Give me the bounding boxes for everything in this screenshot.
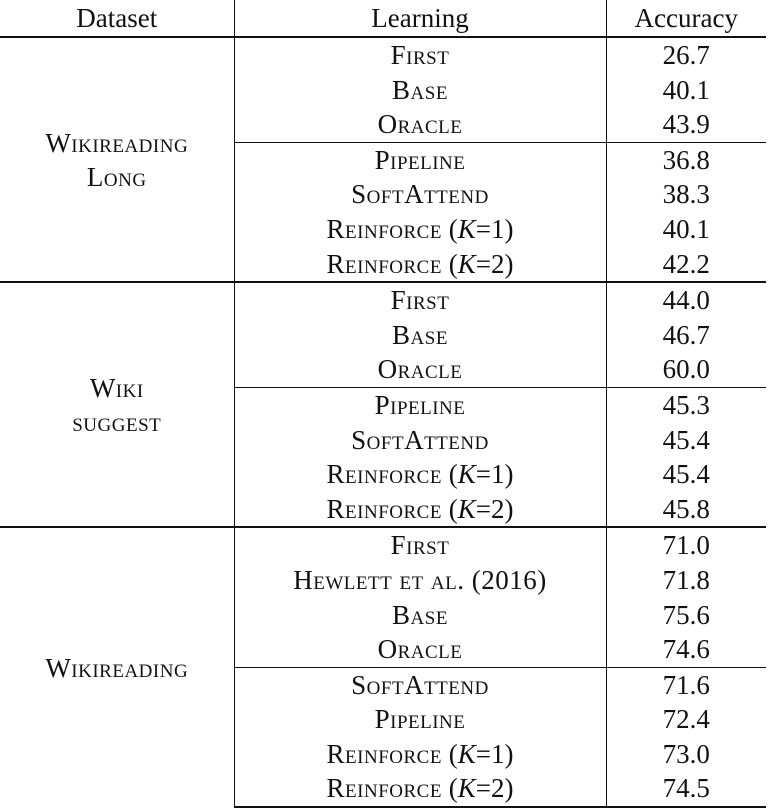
accuracy-value: 44.0 — [606, 282, 766, 318]
k-equals: = — [475, 738, 491, 769]
k-close: ) — [504, 248, 514, 279]
accuracy-value: 71.0 — [606, 527, 766, 563]
dataset-name-line: Long — [86, 161, 147, 192]
dataset-name-line: Wikireading — [45, 127, 189, 158]
method-cell — [234, 702, 606, 737]
dataset-name-line: Wikireading — [45, 652, 189, 683]
k-close: ) — [504, 773, 514, 804]
k-symbol: K — [457, 213, 476, 244]
k-symbol: K — [457, 738, 476, 769]
k-value: 1 — [490, 459, 505, 490]
method-cell — [234, 598, 606, 633]
method-cell — [234, 247, 606, 283]
dataset-column-header: Dataset — [0, 0, 234, 37]
dataset-name — [0, 282, 234, 527]
method-cell — [234, 318, 606, 353]
method-cell — [234, 771, 606, 807]
accuracy-value: 26.7 — [606, 37, 766, 73]
k-open: ( — [441, 493, 458, 524]
accuracy-value: 36.8 — [606, 142, 766, 177]
method-name: SoftAttend — [351, 179, 489, 210]
method-cell — [234, 563, 606, 598]
k-equals: = — [475, 493, 491, 524]
accuracy-value: 42.2 — [606, 247, 766, 283]
k-open: ( — [441, 248, 458, 279]
method-cell — [234, 423, 606, 458]
k-open: ( — [441, 773, 458, 804]
k-equals: = — [475, 213, 491, 244]
method-cell — [234, 387, 606, 422]
k-symbol: K — [457, 459, 476, 490]
accuracy-value: 74.6 — [606, 632, 766, 667]
accuracy-value: 45.4 — [606, 423, 766, 458]
method-cell — [234, 492, 606, 528]
accuracy-value: 71.8 — [606, 563, 766, 598]
k-symbol: K — [457, 773, 476, 804]
method-name: Oracle — [377, 354, 463, 385]
k-open: ( — [441, 738, 458, 769]
method-cell — [234, 667, 606, 702]
k-symbol: K — [457, 493, 476, 524]
method-name: Reinforce — [326, 493, 442, 524]
results-body — [0, 37, 766, 807]
table-row — [0, 37, 766, 73]
dataset-name-line: suggest — [72, 406, 162, 437]
method-name: Reinforce — [326, 738, 442, 769]
k-close: ) — [504, 459, 514, 490]
method-name: Base — [392, 599, 448, 630]
method-name: Base — [392, 74, 448, 105]
method-cell — [234, 142, 606, 177]
method-cell — [234, 37, 606, 73]
accuracy-value: 72.4 — [606, 702, 766, 737]
k-symbol: K — [457, 248, 476, 279]
method-name: SoftAttend — [351, 424, 489, 455]
table-row — [0, 282, 766, 318]
k-value: 2 — [490, 773, 505, 804]
k-value: 2 — [490, 493, 505, 524]
k-equals: = — [475, 459, 491, 490]
accuracy-value: 73.0 — [606, 737, 766, 772]
k-open: ( — [441, 459, 458, 490]
method-name: Reinforce — [326, 773, 442, 804]
method-cell — [234, 527, 606, 563]
k-open: ( — [441, 213, 458, 244]
method-name: SoftAttend — [351, 669, 489, 700]
method-name: First — [390, 530, 450, 561]
method-cell — [234, 73, 606, 108]
method-name: Oracle — [377, 634, 463, 665]
dataset-name — [0, 37, 234, 282]
accuracy-value: 45.3 — [606, 387, 766, 422]
k-close: ) — [504, 738, 514, 769]
method-cell — [234, 457, 606, 492]
method-name: Reinforce — [326, 459, 442, 490]
method-cell — [234, 352, 606, 387]
method-cell — [234, 282, 606, 318]
method-cell — [234, 632, 606, 667]
method-cell — [234, 107, 606, 142]
k-close: ) — [504, 493, 514, 524]
k-close: ) — [504, 213, 514, 244]
header-row — [0, 0, 766, 37]
k-equals: = — [475, 773, 491, 804]
k-value: 1 — [490, 213, 505, 244]
k-equals: = — [475, 248, 491, 279]
accuracy-column-header: Accuracy — [606, 0, 766, 37]
method-cell — [234, 212, 606, 247]
accuracy-value: 71.6 — [606, 667, 766, 702]
accuracy-value: 45.4 — [606, 457, 766, 492]
method-name: Base — [392, 319, 448, 350]
k-value: 2 — [490, 248, 505, 279]
method-name: Reinforce — [326, 213, 442, 244]
accuracy-value: 38.3 — [606, 177, 766, 212]
method-cell — [234, 737, 606, 772]
accuracy-value: 40.1 — [606, 212, 766, 247]
accuracy-value: 46.7 — [606, 318, 766, 353]
method-name: Pipeline — [374, 144, 466, 175]
method-cell — [234, 177, 606, 212]
k-value: 1 — [490, 738, 505, 769]
method-name: First — [390, 40, 450, 70]
method-name: First — [390, 285, 450, 316]
accuracy-value: 43.9 — [606, 107, 766, 142]
dataset-name — [0, 527, 234, 807]
learning-column-header: Learning — [234, 0, 606, 37]
table-row — [0, 527, 766, 563]
method-name: Pipeline — [374, 389, 466, 420]
dataset-name-line: Wiki — [89, 372, 144, 403]
method-name: Pipeline — [374, 704, 466, 735]
accuracy-value: 75.6 — [606, 598, 766, 633]
method-name: Reinforce — [326, 248, 442, 279]
accuracy-value: 40.1 — [606, 73, 766, 108]
accuracy-value: 45.8 — [606, 492, 766, 528]
accuracy-value: 74.5 — [606, 771, 766, 807]
method-name: Oracle — [377, 109, 463, 140]
method-name: Hewlett et al. (2016) — [293, 564, 547, 595]
accuracy-value: 60.0 — [606, 352, 766, 387]
